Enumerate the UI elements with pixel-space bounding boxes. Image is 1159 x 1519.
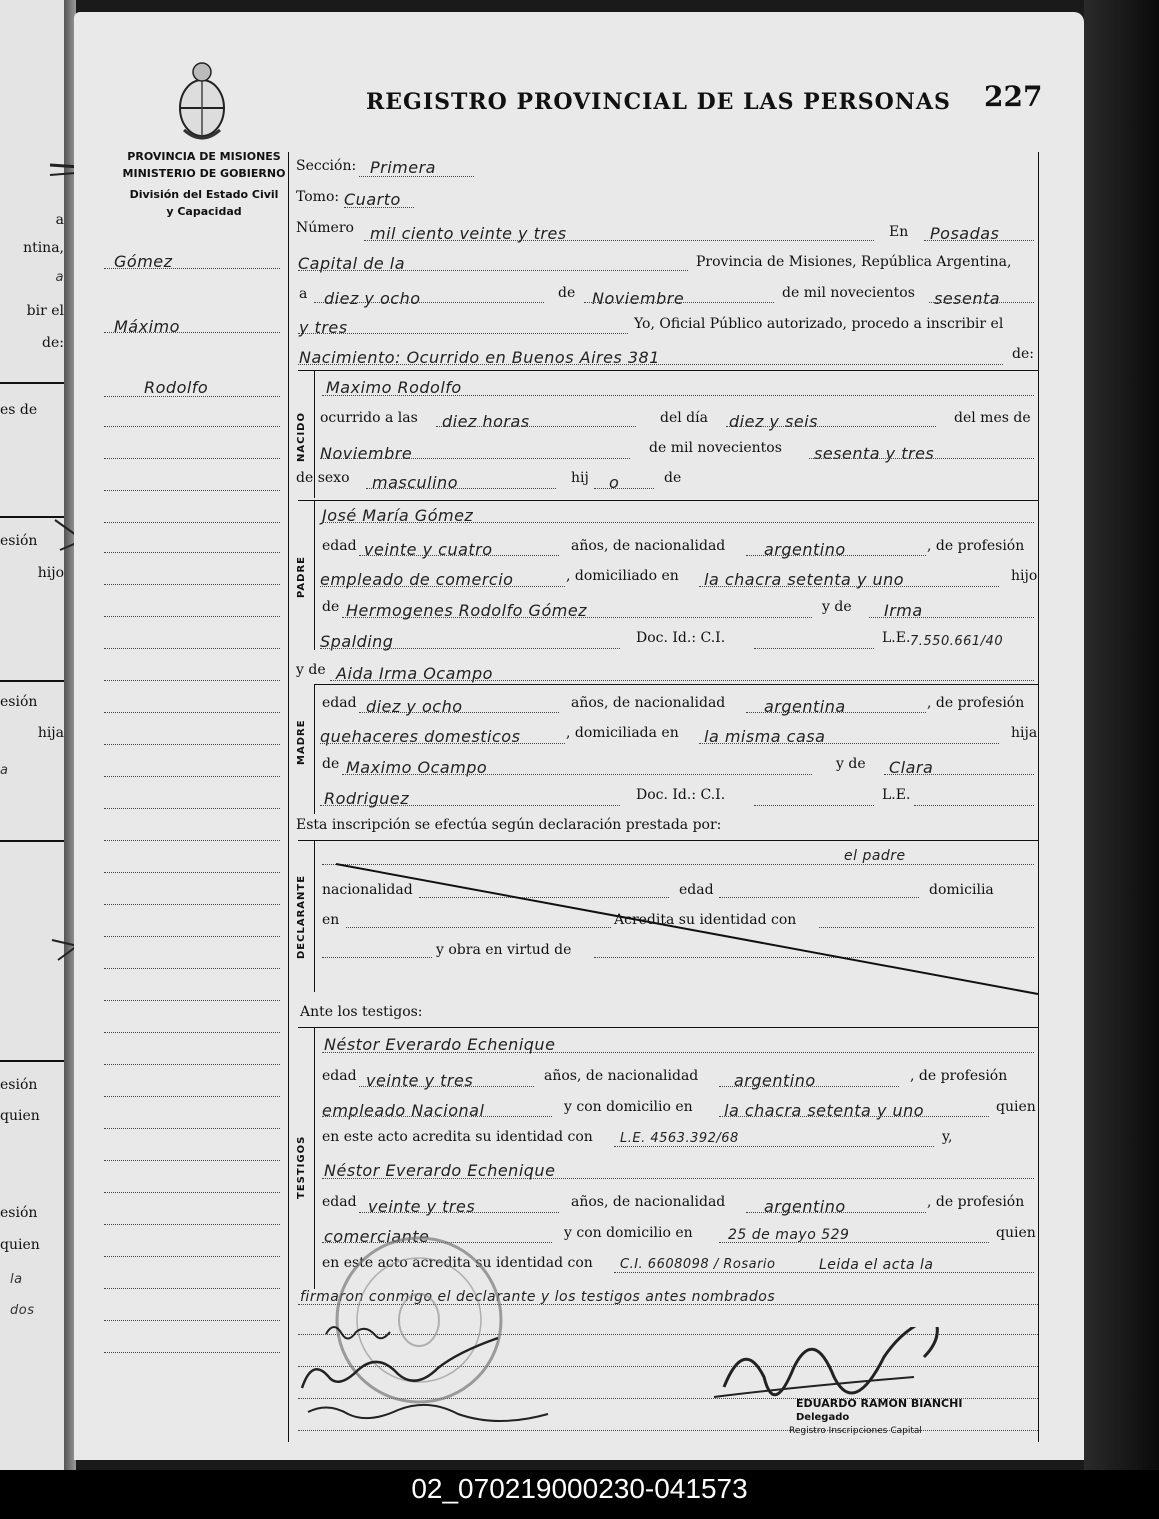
office-line: MINISTERIO DE GOBIERNO: [122, 167, 286, 180]
closing-text-1: Leida el acta la: [819, 1257, 934, 1273]
father-doc-label: Doc. Id.: C.I.: [636, 630, 726, 646]
father-hijo-label: hijo: [1011, 568, 1038, 584]
closing-text-2: firmaron conmigo el declarante y los testigos antes nombrados: [300, 1289, 776, 1305]
page-title: REGISTRO PROVINCIAL DE LAS PERSONAS: [366, 89, 951, 115]
declarante-intro: Esta inscripción se efectúa según declaración prestada por:: [296, 817, 722, 833]
left-fragment: esión: [0, 533, 38, 549]
page-number: 227: [984, 80, 1043, 113]
maternal-grandmother: Clara: [889, 758, 934, 777]
mother-address: la misma casa: [704, 727, 826, 746]
witness2-anos-label: años, de nacionalidad: [571, 1194, 726, 1210]
paternal-grandfather: Hermogenes Rodolfo Gómez: [346, 601, 588, 620]
left-fragment: quien: [0, 1108, 40, 1124]
declarante-obra-label: y obra en virtud de: [436, 942, 572, 958]
father-name: José María Gómez: [322, 506, 474, 525]
father-le-value: 7.550.661/40: [910, 634, 1004, 649]
margin-second-name: Rodolfo: [144, 378, 209, 397]
witness2-acredita-label: en este acto acredita su identidad con: [322, 1255, 593, 1271]
maternal-grandmother-surname: Rodriguez: [324, 789, 410, 808]
birth-place-value: Nacimiento: Ocurrido en Buenos Aires 381: [299, 348, 660, 367]
hij-value: o: [609, 473, 620, 492]
day-value: diez y ocho: [324, 289, 421, 308]
birth-month: Noviembre: [320, 444, 413, 463]
birth-year: sesenta y tres: [814, 444, 935, 463]
child-name: Maximo Rodolfo: [326, 378, 462, 397]
left-fragment: a: [55, 212, 64, 228]
witness1-acredita-label: en este acto acredita su identidad con: [322, 1129, 593, 1145]
father-address: la chacra setenta y uno: [704, 570, 905, 589]
sexo-label: de sexo: [296, 470, 350, 486]
witness1-edad-label: edad: [322, 1068, 357, 1084]
del-dia-label: del día: [660, 410, 708, 426]
declarante-edad-label: edad: [679, 882, 714, 898]
father-y-de-label: y de: [822, 599, 852, 615]
left-fragment: bir el: [26, 303, 64, 319]
testigos-section-label: TESTIGOS: [296, 1135, 307, 1199]
left-fragment: la: [10, 1272, 23, 1287]
mother-nationality: argentina: [764, 697, 846, 716]
declarante-nacionalidad-label: nacionalidad: [322, 882, 413, 898]
de-label: de: [664, 470, 682, 486]
month-value: Noviembre: [592, 289, 685, 308]
father-edad-label: edad: [322, 538, 357, 554]
witness2-quien-label: quien: [996, 1225, 1036, 1241]
official-stamp-office: Registro Inscripciones Capital: [789, 1426, 922, 1436]
witness2-domicilio-label: y con domicilio en: [564, 1225, 693, 1241]
mother-age: diez y ocho: [366, 697, 463, 716]
left-fragment: a: [0, 763, 9, 778]
year-value: sesenta: [934, 289, 1001, 308]
padre-section-label: PADRE: [296, 556, 307, 598]
father-profession: empleado de comercio: [320, 570, 514, 589]
witness2-address: 25 de mayo 529: [728, 1227, 850, 1243]
mother-edad-label: edad: [322, 695, 357, 711]
witness1-address: la chacra setenta y uno: [724, 1101, 925, 1120]
witness2-nationality: argentino: [764, 1197, 846, 1216]
mother-domiciliada-label: , domiciliada en: [566, 725, 679, 741]
birth-hour: diez horas: [442, 412, 530, 431]
province-text: Provincia de Misiones, República Argentina,: [696, 254, 1012, 270]
tomo-value: Cuarto: [344, 190, 401, 209]
witness1-nationality: argentino: [734, 1071, 816, 1090]
witness1-profesion-label: , de profesión: [910, 1068, 1008, 1084]
witness2-profession: comerciante: [324, 1227, 430, 1246]
seccion-value: Primera: [370, 158, 436, 177]
en-label: En: [889, 224, 909, 240]
en-value: Posadas: [930, 224, 1000, 243]
year-value-continued: y tres: [299, 318, 348, 337]
witness2-name: Néstor Everardo Echenique: [324, 1161, 556, 1180]
witness1-name: Néstor Everardo Echenique: [324, 1035, 556, 1054]
witness1-quien-label: quien: [996, 1099, 1036, 1115]
father-domiciliado-label: , domiciliado en: [566, 568, 679, 584]
mother-de-label: de: [322, 756, 340, 772]
left-fragment: esión: [0, 694, 38, 710]
hij-label: hij: [571, 470, 589, 486]
mother-doc-label: Doc. Id.: C.I.: [636, 787, 726, 803]
register-form-page: [74, 12, 1084, 1460]
witness1-profession: empleado Nacional: [322, 1101, 485, 1120]
witness1-anos-label: años, de nacionalidad: [544, 1068, 699, 1084]
left-fragment: es de: [0, 402, 38, 418]
mother-profession: quehaceres domesticos: [320, 727, 521, 746]
signatures-left: [294, 1312, 604, 1442]
left-fragment: quien: [0, 1237, 40, 1253]
declarante-en-label: en: [322, 912, 340, 928]
birth-year-label: de mil novecientos: [649, 440, 782, 456]
de-colon: de:: [1012, 346, 1034, 362]
father-le-label: L.E.: [882, 630, 911, 646]
testigos-intro: Ante los testigos:: [300, 1004, 423, 1020]
witness2-document: C.I. 6608098 / Rosario: [620, 1257, 776, 1272]
father-profesion-label: , de profesión: [927, 538, 1025, 554]
a-label: a: [299, 286, 308, 302]
margin-first-name: Máximo: [114, 317, 180, 336]
image-identifier: 02_070219000230-041573: [411, 1473, 748, 1504]
left-fragment: ntina,: [23, 240, 64, 256]
office-line: División del Estado Civil: [129, 188, 279, 201]
official-stamp-name: EDUARDO RAMON BIANCHI: [796, 1397, 963, 1410]
nacido-section-label: NACIDO: [296, 412, 307, 462]
father-nationality: argentino: [764, 540, 846, 559]
declarante-section-label: DECLARANTE: [296, 874, 307, 960]
ocurrido-label: ocurrido a las: [320, 410, 418, 426]
official-stamp-title: Delegado: [796, 1412, 850, 1423]
witness1-domicilio-label: y con domicilio en: [564, 1099, 693, 1115]
coat-of-arms-emblem: [172, 60, 232, 145]
maternal-grandfather: Maximo Ocampo: [346, 758, 488, 777]
year-text: de mil novecientos: [782, 285, 915, 301]
witness2-profesion-label: , de profesión: [927, 1194, 1025, 1210]
father-anos-label: años, de nacionalidad: [571, 538, 726, 554]
left-fragment: esión: [0, 1205, 38, 1221]
paternal-grandmother-surname: Spalding: [320, 632, 394, 651]
birth-day: diez y seis: [729, 412, 818, 431]
madre-section-label: MADRE: [296, 719, 307, 765]
mother-y-de2-label: y de: [836, 756, 866, 772]
left-fragment: esión: [0, 1077, 38, 1093]
margin-surname: Gómez: [114, 252, 173, 271]
tomo-label: Tomo:: [296, 189, 340, 205]
city-value: Capital de la: [298, 254, 406, 273]
witness2-edad-label: edad: [322, 1194, 357, 1210]
seccion-label: Sección:: [296, 158, 357, 174]
mother-anos-label: años, de nacionalidad: [571, 695, 726, 711]
left-fragment: hijo: [37, 565, 64, 581]
cancellation-line: [316, 850, 1040, 998]
left-fragment: a: [55, 270, 64, 285]
page-edge-shadow: [1084, 0, 1159, 1470]
mother-y-de-label: y de: [296, 662, 326, 678]
declarante-acredita-label: Acredita su identidad con: [614, 912, 797, 928]
mother-profesion-label: , de profesión: [927, 695, 1025, 711]
left-fragment: dos: [10, 1303, 35, 1318]
de-label: de: [558, 285, 576, 301]
paternal-grandmother: Irma: [884, 601, 923, 620]
witness1-document: L.E. 4563.392/68: [620, 1131, 739, 1146]
witness2-age: veinte y tres: [368, 1197, 476, 1216]
mother-hija-label: hija: [1011, 725, 1038, 741]
father-de-label: de: [322, 599, 340, 615]
witness1-age: veinte y tres: [366, 1071, 474, 1090]
declarante-domicilia-label: domicilia: [929, 882, 994, 898]
officer-text: Yo, Oficial Público autorizado, procedo a inscribir el: [634, 316, 1004, 332]
left-fragment: de:: [42, 335, 64, 351]
declarante-value: el padre: [844, 848, 906, 864]
sexo-value: masculino: [372, 473, 458, 492]
mother-name: Aida Irma Ocampo: [336, 664, 493, 683]
numero-label: Número: [296, 220, 354, 236]
office-line: PROVINCIA DE MISIONES: [127, 150, 281, 163]
office-line: y Capacidad: [166, 205, 242, 218]
witness1-y-label: y,: [942, 1129, 953, 1145]
del-mes-label: del mes de: [954, 410, 1031, 426]
mother-le-label: L.E.: [882, 787, 911, 803]
numero-value: mil ciento veinte y tres: [370, 224, 567, 243]
left-fragment: hija: [37, 725, 64, 741]
father-age: veinte y cuatro: [364, 540, 493, 559]
